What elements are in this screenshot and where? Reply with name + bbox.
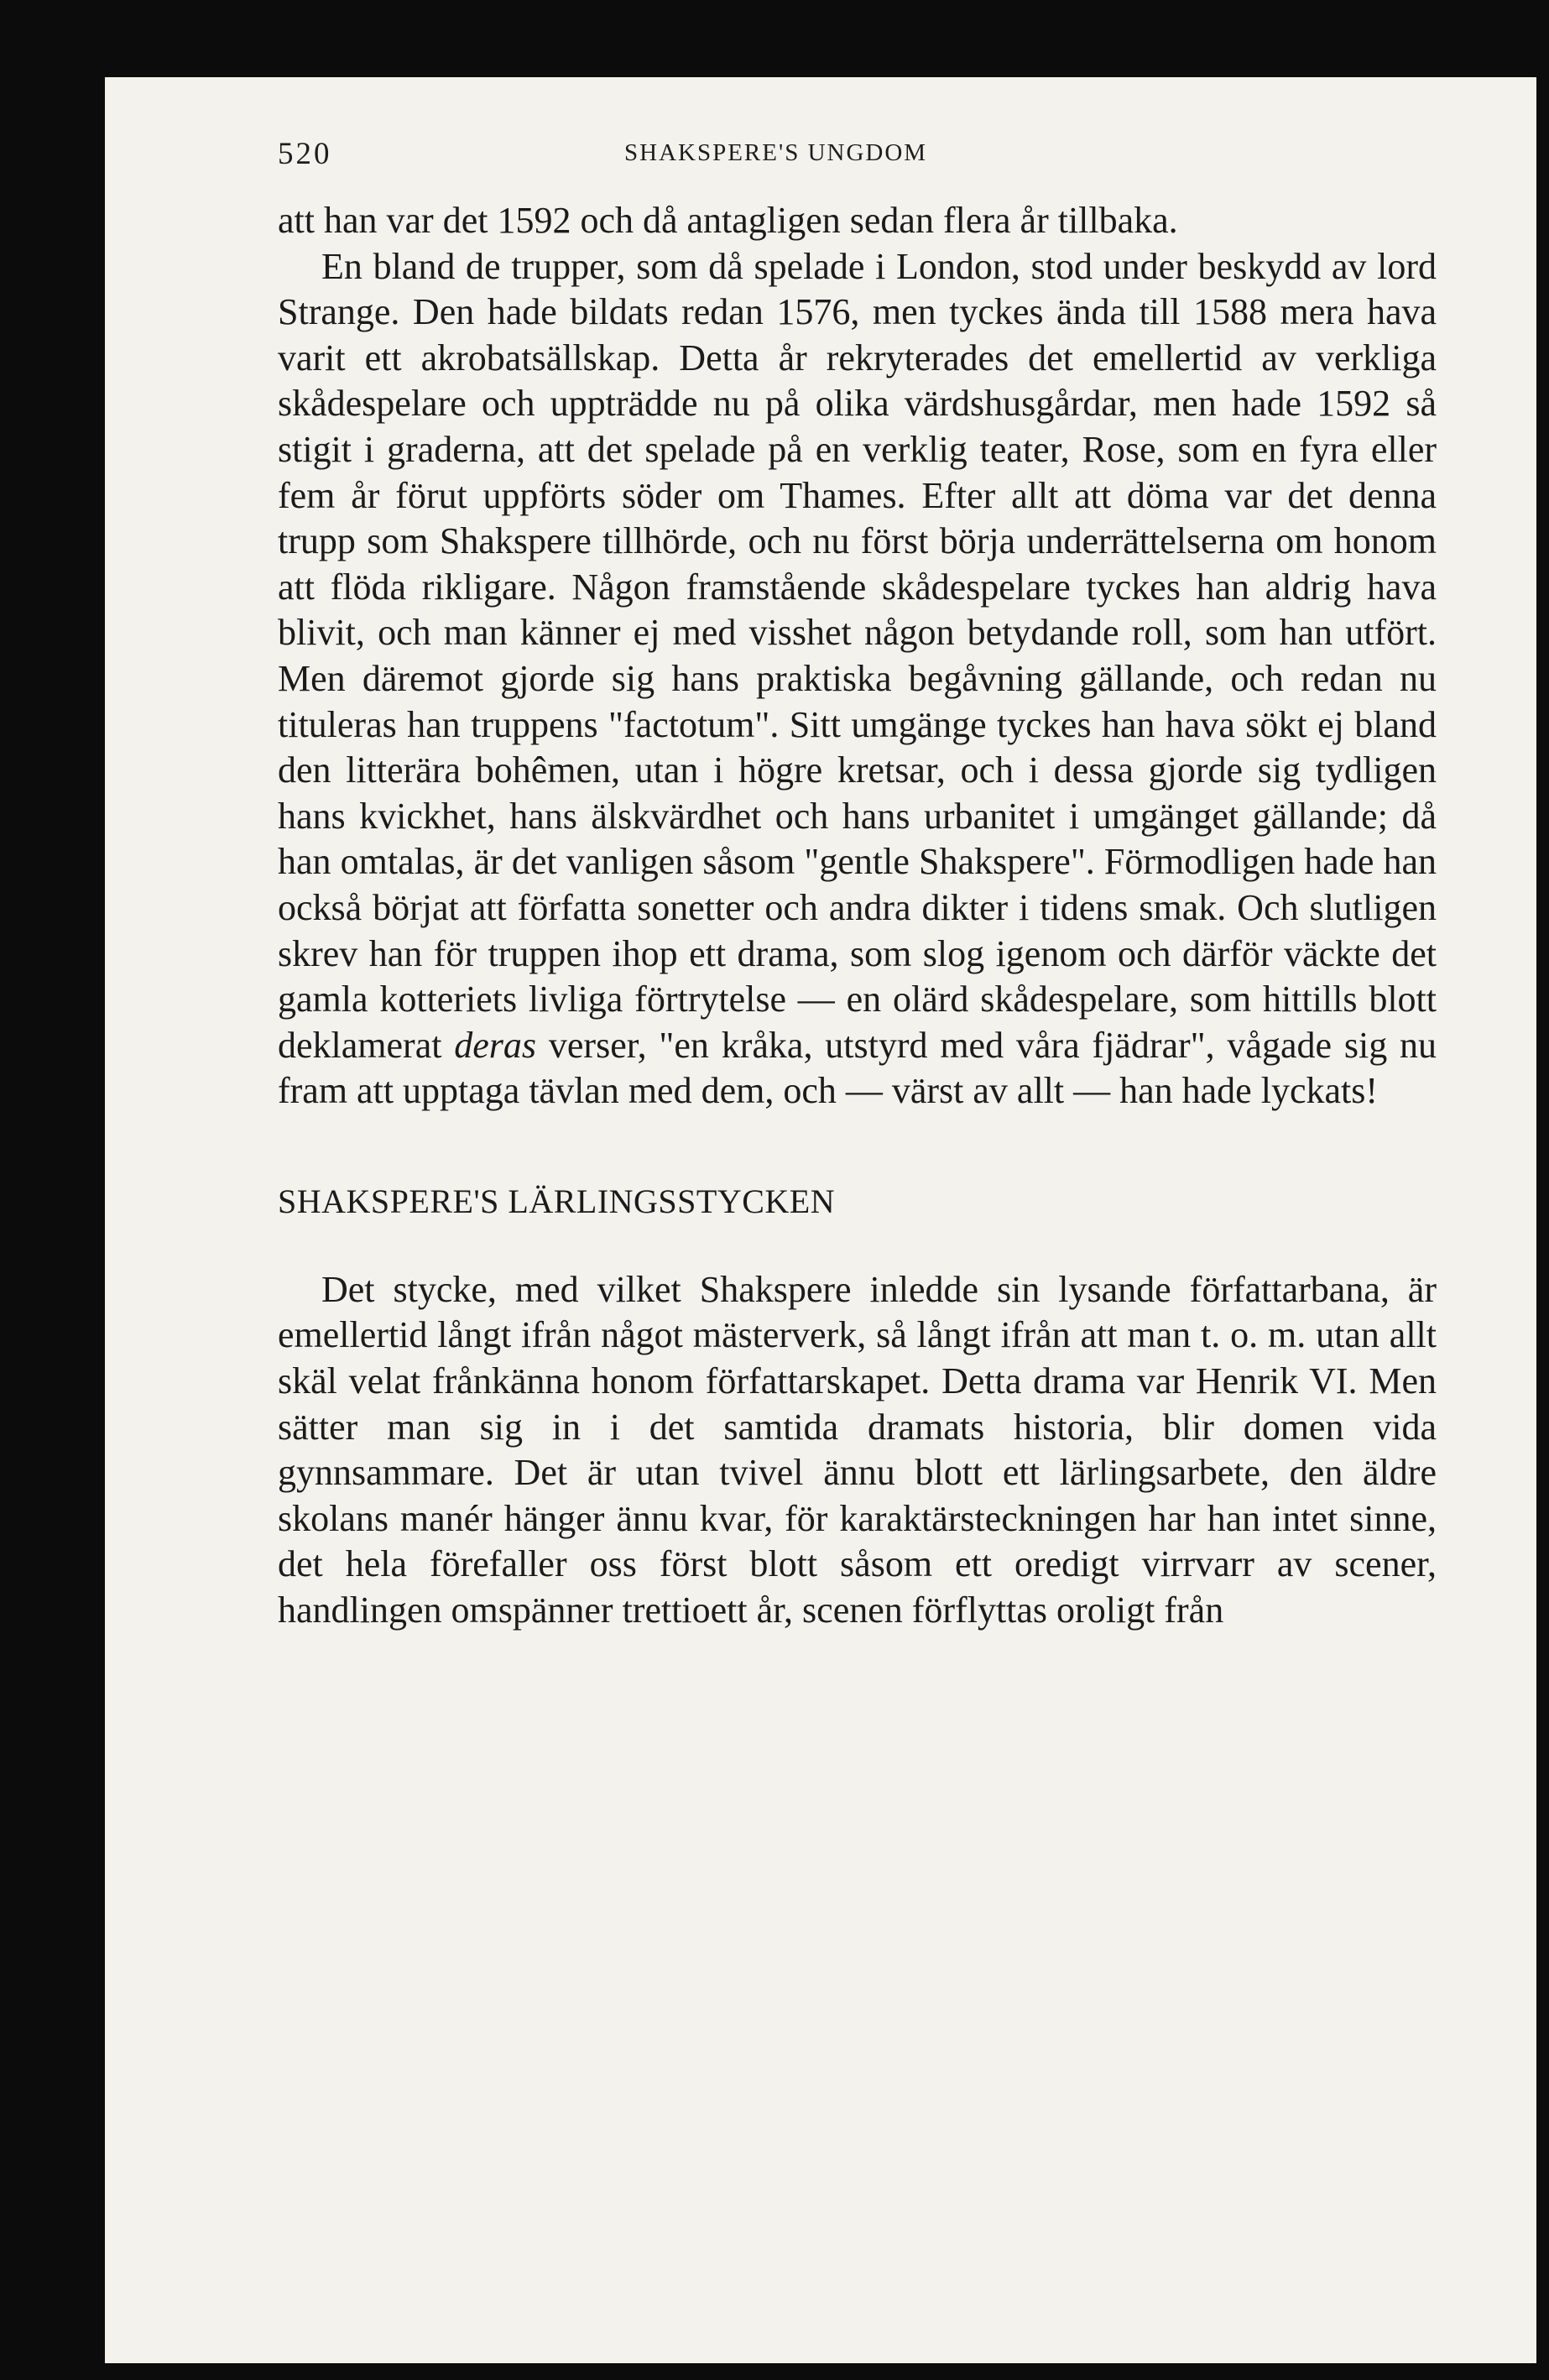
emphasis-deras: deras	[454, 1024, 537, 1066]
body-text	[278, 198, 1437, 1634]
running-title: SHAKSPERE'S UNGDOM	[624, 139, 928, 166]
paragraph-troupe-end: verser, "en kråka, utstyrd med våra fjädrar", vågade sig nu fram att upptaga tävlan med dem, och — värst av allt — han hade lyckats!	[278, 1024, 1437, 1112]
running-head	[278, 136, 1436, 186]
page-number: 520	[278, 137, 332, 171]
paragraph-troupe-text: En bland de trupper, som då spelade i London, stod under beskydd av lord Strange. Den hade bildats redan 1576, men tyckes ända till 1588 mera hava varit ett akrobatsällskap. Detta år rekryterades det emellertid av verkliga skådespelare och uppträdde nu på olika värdshusgårdar, men hade 1592 så stigit i graderna, att det spelade på en verklig teater, Rose, som en fyra eller fem år förut uppförts söder om Thames. Efter allt att döma var det denna trupp som Shakspere tillhörde, och nu först börja underrättelserna om honom att flöda rikligare. Någon framstående skådespelare tyckes han aldrig hava blivit, och man känner ej med visshet någon betydande roll, som han utfört. Men däremot gjorde sig hans praktiska begåvning gällande, och redan nu tituleras han truppens "factotum". Sitt umgänge tyckes han hava sökt ej bland den litterära bohêmen, utan i högre kretsar, och i dessa gjorde sig tydligen hans kvickhet, hans älskvärdhet och hans urbanitet i umgänget gällande; då han omtalas, är det vanligen såsom "gentle Shakspere". Förmodligen hade han också börjat att författa sonetter och andra dikter i tidens smak. Och slutligen skrev han för truppen ihop ett drama, som slog igenom och därför väckte det gamla kotteriets livliga förtrytelse — en olärd skådespelare, som hittills blott deklamerat	[278, 245, 1437, 1066]
paragraph-continued: att han var det 1592 och då antagligen sedan flera år tillbaka.	[278, 200, 1178, 241]
section-heading: SHAKSPERE'S LÄRLINGSSTYCKEN	[278, 1182, 836, 1220]
paragraph-troupe	[278, 244, 1437, 1114]
paragraph-first-play: Det stycke, med vilket Shakspere inledde sin lysande författarbana, är emellertid långt ifrån något mästerverk, så långt ifrån att man t. o. m. utan allt skäl velat frånkänna honom författarskapet. Detta drama var Henrik VI. Men sätter man sig in i det samtida dramats historia, blir domen vida gynnsammare. Det är utan tvivel ännu blott ett lärlingsarbete, den äldre skolans manér hänger ännu kvar, för karaktärsteckningen har han intet sinne, det hela förefaller oss först blott såsom ett oredigt virrvarr av scener, handlingen omspänner trettioett år, scenen förflyttas oroligt från	[278, 1268, 1437, 1631]
